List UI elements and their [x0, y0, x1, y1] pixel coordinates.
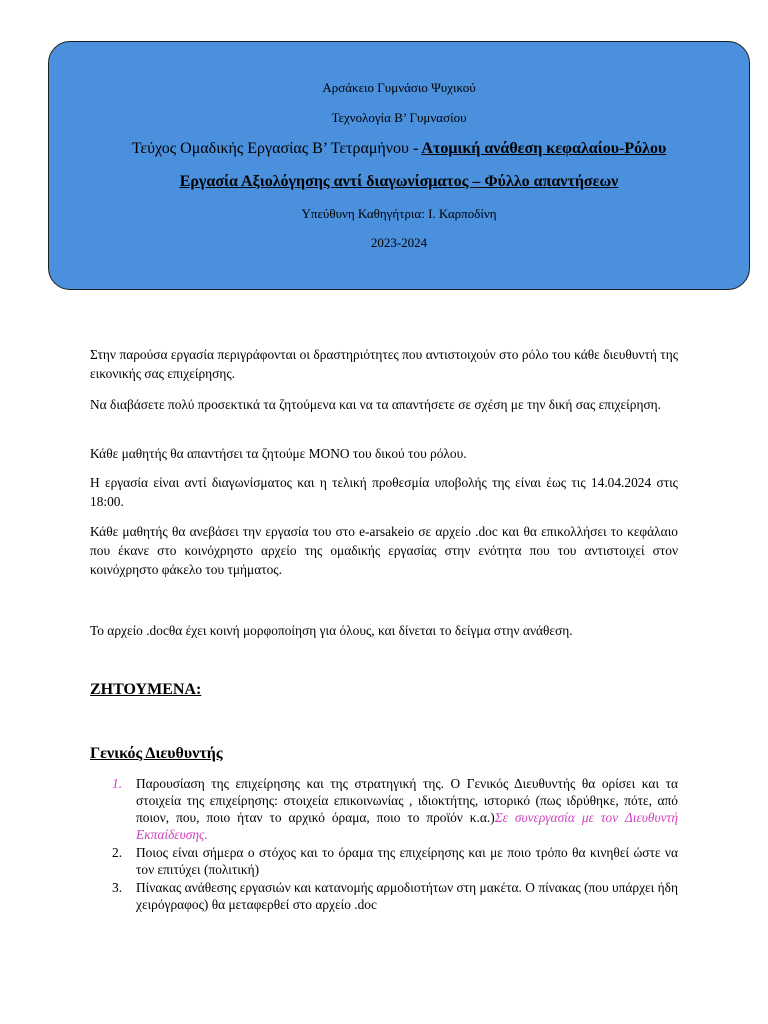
task-item — [90, 775, 678, 843]
task-text: Παρουσίαση της επιχείρησης και της στρατηγική της. Ο Γενικός Διευθυντής θα ορίσει και τα στοιχεία της επιχείρησης: στοιχεία επικοινωνίας , ιδιοκτήτης, ιστορικό (πως ιδρύθηκε, πότε, από ποιον, που, ποιο ήταν το αρχικό όραμα, ποιο το προϊόν κ.α.) — [136, 776, 678, 825]
title-plain: Τεύχος Ομαδικής Εργασίας Β’ Τετραμήνου — [131, 140, 413, 157]
upload-paragraph: Κάθε μαθητής θα ανεβάσει την εργασία του στο e-arsakeio σε αρχείο .doc και θα επικολλήσει το κεφάλαιο που έκανε στο κοινόχρηστο αρχείο της ομαδικής εργασίας στην ενότητα που του αντιστοιχεί στον κοινόχρηστο φάκελο του τμήματος. — [90, 524, 678, 577]
general-director-heading: Γενικός Διευθυντής — [90, 745, 223, 762]
requirements-heading: ΖΗΤΟΥΜΕΝΑ: — [90, 681, 202, 698]
format-paragraph: Το αρχείο .docθα έχει κοινή μορφοποίηση για όλους, και δίνεται το δείγμα στην ανάθεση. — [90, 623, 573, 638]
intro-paragraph: Στην παρούσα εργασία περιγράφονται οι δραστηριότητες που αντιστοιχούν στο ρόλο του κάθε διευθυντή της εικονικής σας επιχείρησης. — [90, 347, 678, 381]
title-bold: Ατομική ανάθεση κεφαλαίου-Ρόλου — [421, 140, 667, 157]
instruction-paragraph: Να διαβάσετε πολύ προσεκτικά τα ζητούμενα και να τα απαντήσετε σε σχέση με την δική σας επιχείρηση. — [90, 397, 662, 412]
task-item — [90, 879, 678, 913]
task-list — [90, 775, 678, 914]
task-text: Ποιος είναι σήμερα ο στόχος και το όραμα της επιχείρησης και με ποιο τρόπο θα κινηθεί ώστε να τον επιτύχει (πολιτική) — [136, 845, 678, 877]
task-text: Πίνακας ανάθεσης εργασιών και κατανομής αρμοδιοτήτων στη μακέτα. Ο πίνακας (που υπάρχει ήδη χειρόγραφος) θα μεταφερθεί στο αρχείο .doc — [136, 880, 678, 912]
task-number: 2. — [112, 845, 123, 860]
document-subtitle: Εργασία Αξιολόγησης αντί διαγωνίσματος – Φύλλο απαντήσεων — [179, 173, 619, 190]
course-name: Τεχνολογία Β’ Γυμνασίου — [331, 110, 467, 125]
school-year: 2023-2024 — [370, 235, 428, 250]
task-number: 3. — [112, 880, 123, 895]
task-number: 1. — [112, 776, 123, 791]
deadline-paragraph: Η εργασία είναι αντί διαγωνίσματος και η τελική προθεσμία υποβολής της είναι έως τις 14.04.2024 στις 18:00. — [90, 475, 678, 509]
task-item — [90, 844, 678, 878]
school-name: Αρσάκειο Γυμνάσιο Ψυχικού — [322, 80, 476, 95]
document-title — [49, 140, 749, 158]
teacher-name: Υπεύθυνη Καθηγήτρια: Ι. Καρποδίνη — [301, 206, 497, 221]
role-paragraph: Κάθε μαθητής θα απαντήσει τα ζητούμε ΜΟΝΟ του δικού του ρόλου. — [90, 446, 467, 461]
task-note: Σε συνεργασία με τον Διευθυντή Εκπαίδευσης. — [136, 810, 678, 842]
title-dash: - — [412, 140, 422, 157]
header-box — [48, 41, 750, 290]
